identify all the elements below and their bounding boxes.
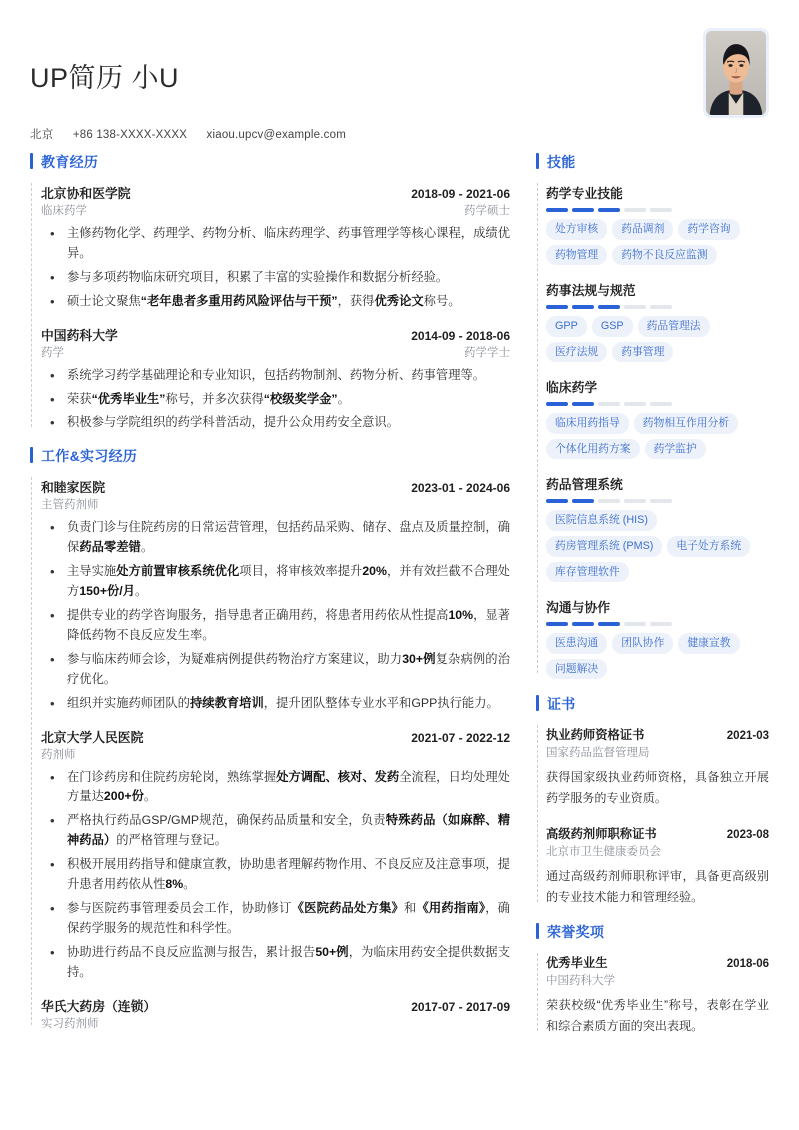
section-skills — [536, 152, 769, 679]
entry-organization: 北京大学人民医院 — [41, 729, 144, 745]
skill-group — [546, 377, 769, 459]
bullet-item: • 主导实施处方前置审核系统优化项目，将审核效率提升20%，并有效拦截不合理处方150+份/月。 — [41, 562, 510, 602]
certificate-list — [546, 725, 769, 908]
skill-tag-list — [546, 316, 769, 362]
skill-group — [546, 597, 769, 679]
honor-top-row — [546, 953, 769, 971]
skill-tag[interactable]: 医疗法规 — [546, 342, 607, 363]
rating-segment — [650, 622, 672, 626]
skill-group-name: 沟通与协作 — [546, 600, 610, 616]
portrait-illustration — [706, 31, 766, 115]
bullet-item: • 硕士论文聚焦“老年患者多重用药风险评估与干预”，获得优秀论文称号。 — [41, 292, 510, 312]
entry-role: 主管药剂师 — [41, 499, 99, 512]
rating-segment — [624, 402, 646, 406]
bullet-item: • 荣获“优秀毕业生”称号，并多次获得“校级奖学金”。 — [41, 390, 510, 410]
rating-segment — [598, 305, 620, 309]
entry-sub-row — [41, 496, 510, 512]
skill-tag-list — [546, 219, 769, 265]
rating-segment — [572, 499, 594, 503]
rating-segment — [572, 305, 594, 309]
section-title: 荣誉奖项 — [547, 923, 605, 940]
entry-sub-row — [41, 344, 510, 360]
rating-segment — [546, 305, 568, 309]
entry-organization: 华氏大药房（连锁） — [41, 998, 157, 1014]
rating-segment — [598, 208, 620, 212]
bullet-item: • 在门诊药房和住院药房轮岗，熟练掌握处方调配、核对、发药全流程，日均处理处方量达200+份。 — [41, 768, 510, 808]
rating-segment — [650, 402, 672, 406]
entry-organization: 中国药科大学 — [41, 327, 118, 343]
section-content — [30, 183, 510, 433]
entry-date: 2017-07 - 2017-09 — [411, 999, 510, 1014]
section-title: 证书 — [547, 696, 576, 713]
section-certificates — [536, 694, 769, 908]
bullet-item: • 严格执行药品GSP/GMP规范，确保药品质量和安全，负责特殊药品（如麻醉、精神药品）的严格管理与登记。 — [41, 811, 510, 851]
right-column — [536, 152, 769, 1051]
certificate-top-row — [546, 824, 769, 842]
rating-segment — [572, 622, 594, 626]
entry-top-row — [41, 325, 510, 344]
bullet-item: • 积极开展用药指导和健康宣教，协助患者理解药物作用、不良反应及注意事项，提升患者用药依从性8%。 — [41, 855, 510, 895]
certificate-title: 执业药师资格证书 — [546, 728, 645, 743]
rating-segment — [624, 208, 646, 212]
skill-tag[interactable]: 个体化用药方案 — [546, 439, 640, 460]
profile-photo — [706, 31, 766, 115]
skill-tag[interactable]: 医院信息系统 (HIS) — [546, 510, 657, 531]
certificate-issuer: 北京市卫生健康委员会 — [546, 845, 661, 858]
skill-group — [546, 183, 769, 265]
contact-phone: +86 138-XXXX-XXXX — [72, 129, 188, 141]
honor-issuer: 中国药科大学 — [546, 974, 615, 987]
skill-group-name: 临床药学 — [546, 380, 598, 396]
skill-tag-list — [546, 510, 769, 582]
entry-organization: 和睦家医院 — [41, 480, 105, 496]
skill-tag[interactable]: GSP — [592, 316, 633, 337]
entry-sub-row — [41, 202, 510, 218]
section-header — [30, 446, 510, 466]
entry-organization: 北京协和医学院 — [41, 186, 131, 201]
entry-role: 药剂师 — [41, 748, 76, 761]
entry-role: 实习药剂师 — [41, 1017, 99, 1030]
entry-top-row — [41, 477, 510, 496]
entry-date: 2018-09 - 2021-06 — [411, 187, 510, 201]
skill-tag[interactable]: 药品调剂 — [612, 219, 673, 240]
rating-segment — [650, 305, 672, 309]
honor-list — [546, 953, 769, 1037]
skill-tag[interactable]: 问题解决 — [546, 659, 607, 680]
rating-segment — [650, 499, 672, 503]
section-education — [30, 152, 510, 433]
section-content — [536, 725, 769, 908]
avatar — [703, 28, 769, 118]
work-entry — [41, 477, 510, 713]
skill-group-list — [546, 183, 769, 679]
bullet-item: • 积极参与学院组织的药学科普活动，提升公众用药安全意识。 — [41, 413, 510, 433]
certificate-date: 2023-08 — [726, 828, 769, 841]
skill-group-name: 药事法规与规范 — [546, 283, 636, 299]
honor-date: 2018-06 — [726, 957, 769, 970]
skill-rating — [546, 208, 769, 212]
section-work-experience — [30, 446, 510, 1030]
entry-degree: 药学学士 — [464, 346, 510, 359]
skill-tag[interactable]: 电子处方系统 — [667, 536, 750, 557]
certificate-issuer: 国家药品监督管理局 — [546, 747, 650, 760]
entry-top-row — [41, 727, 510, 746]
entry-bullets — [41, 768, 510, 983]
contact-location: 北京 — [30, 129, 54, 141]
bullet-item: • 协助进行药品不良反应监测与报告，累计报告50+例，为临床用药安全提供数据支持。 — [41, 943, 510, 983]
entry-major: 临床药学 — [41, 205, 87, 217]
work-entry — [41, 727, 510, 983]
certificate-description: 通过高级药剂师职称评审，具备更高级别的专业技术能力和管理经验。 — [546, 868, 769, 904]
rating-segment — [572, 402, 594, 406]
skill-tag[interactable]: 药事管理 — [612, 342, 673, 363]
skill-tag[interactable]: 库存管理软件 — [546, 562, 629, 583]
bullet-item: • 负责门诊与住院药房的日常运营管理，包括药品采购、储存、盘点及质量控制，确保药品零差错。 — [41, 518, 510, 558]
skill-rating — [546, 622, 769, 626]
resume-body — [30, 152, 769, 1051]
skill-tag[interactable]: 处方审核 — [546, 219, 607, 240]
education-entry — [41, 183, 510, 312]
contact-email: xiaou.upcv@example.com — [206, 129, 346, 141]
rating-segment — [546, 622, 568, 626]
bullet-item: • 提供专业的药学咨询服务，指导患者正确用药，将患者用药依从性提高10%，显著降低药物不良反应发生率。 — [41, 606, 510, 646]
entry-bullets — [41, 518, 510, 713]
entry-major: 药学 — [41, 346, 64, 359]
skill-tag[interactable]: GPP — [546, 316, 587, 337]
rating-segment — [546, 402, 568, 406]
entry-top-row — [41, 183, 510, 202]
rating-segment — [572, 208, 594, 212]
rating-segment — [624, 305, 646, 309]
bullet-item: • 系统学习药学基础理论和专业知识，包括药物制剂、药物分析、药事管理等。 — [41, 366, 510, 386]
page-title: UP简历 小U — [30, 63, 180, 93]
rating-segment — [546, 499, 568, 503]
entry-date: 2021-07 - 2022-12 — [411, 730, 510, 745]
rating-segment — [598, 402, 620, 406]
skill-tag-list — [546, 413, 769, 459]
rating-segment — [650, 208, 672, 212]
entry-sub-row — [41, 746, 510, 762]
section-content — [536, 183, 769, 679]
section-header — [536, 152, 769, 172]
entry-degree: 药学硕士 — [464, 205, 510, 217]
entry-top-row — [41, 996, 510, 1015]
skill-tag[interactable]: 药物不良反应监测 — [612, 245, 716, 266]
certificate-date: 2021-03 — [726, 730, 769, 743]
skill-tag-list — [546, 633, 769, 679]
skill-rating — [546, 402, 769, 406]
rating-segment — [546, 208, 568, 212]
skill-tag[interactable]: 团队协作 — [612, 633, 673, 654]
certificate-item — [546, 824, 769, 908]
entry-bullets — [41, 224, 510, 312]
entry-sub-row — [41, 1015, 510, 1031]
section-title: 技能 — [547, 154, 576, 170]
bullet-item: • 主修药物化学、药理学、药物分析、临床药理学、药事管理学等核心课程，成绩优异。 — [41, 224, 510, 264]
section-header — [30, 152, 510, 172]
contact-line — [30, 126, 362, 142]
rating-segment — [598, 499, 620, 503]
skill-tag[interactable]: 药品管理法 — [638, 316, 710, 337]
skill-group — [546, 474, 769, 582]
bullet-item: • 组织并实施药师团队的持续教育培训，提升团队整体专业水平和GPP执行能力。 — [41, 694, 510, 714]
skill-rating — [546, 305, 769, 309]
left-column — [30, 152, 510, 1044]
honor-title: 优秀毕业生 — [546, 955, 608, 970]
skill-tag[interactable]: 药学咨询 — [678, 219, 739, 240]
section-header — [536, 694, 769, 714]
rating-segment — [624, 622, 646, 626]
skill-tag[interactable]: 药房管理系统 (PMS) — [546, 536, 662, 557]
section-content — [536, 953, 769, 1037]
skill-tag[interactable]: 健康宣教 — [678, 633, 739, 654]
skill-group-name: 药学专业技能 — [546, 186, 623, 201]
skill-group — [546, 280, 769, 362]
education-entry — [41, 325, 510, 434]
skill-tag[interactable]: 临床用药指导 — [546, 413, 629, 434]
skill-group-name: 药品管理系统 — [546, 477, 623, 493]
rating-segment — [598, 622, 620, 626]
skill-tag[interactable]: 药物管理 — [546, 245, 607, 266]
skill-tag[interactable]: 医患沟通 — [546, 633, 607, 654]
certificate-title: 高级药剂师职称证书 — [546, 826, 657, 841]
honor-item — [546, 953, 769, 1037]
resume-header — [30, 0, 769, 152]
bullet-item: • 参与多项药物临床研究项目，积累了丰富的实验操作和数据分析经验。 — [41, 268, 510, 288]
section-title: 教育经历 — [41, 154, 99, 170]
bullet-item: • 参与医院药事管理委员会工作，协助修订《医院药品处方集》和《用药指南》，确保药学服务的规范性和科学性。 — [41, 899, 510, 939]
section-honors — [536, 922, 769, 1037]
skill-tag[interactable]: 药物相互作用分析 — [634, 413, 738, 434]
work-entry — [41, 996, 510, 1031]
bullet-item: • 参与临床药师会诊，为疑难病例提供药物治疗方案建议，助力30+例复杂病例的治疗优化。 — [41, 650, 510, 690]
rating-segment — [624, 499, 646, 503]
skill-tag[interactable]: 药学监护 — [645, 439, 706, 460]
section-content — [30, 477, 510, 1030]
entry-bullets — [41, 366, 510, 434]
section-title: 工作&实习经历 — [41, 448, 138, 465]
certificate-description: 获得国家级执业药师资格，具备独立开展药学服务的专业资质。 — [546, 770, 769, 806]
section-header — [536, 922, 769, 942]
certificate-top-row — [546, 725, 769, 743]
entry-date: 2023-01 - 2024-06 — [411, 481, 510, 496]
honor-description: 荣获校级“优秀毕业生”称号，表彰在学业和综合素质方面的突出表现。 — [546, 997, 769, 1033]
certificate-item — [546, 725, 769, 809]
skill-rating — [546, 499, 769, 503]
entry-date: 2014-09 - 2018-06 — [411, 328, 510, 343]
